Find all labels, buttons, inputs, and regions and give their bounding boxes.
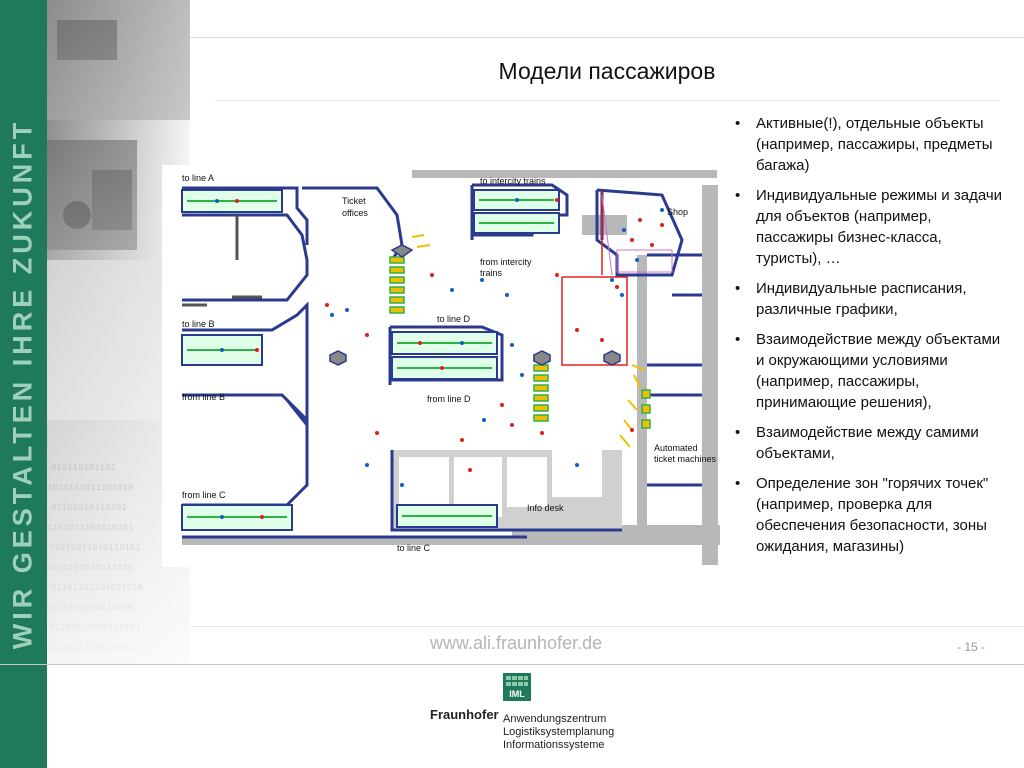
fraunhofer-brand: Fraunhofer [430,707,499,722]
label-to-intercity: to intercity trains [480,176,546,186]
bullet-text: Индивидуальные режимы и задачи для объектов (например, пассажиры бизнес-класса, туристы), … [756,187,1003,267]
label-to-line-c: to line C [397,543,431,553]
label-shop: Shop [667,207,689,217]
iml-logo-icon [503,673,531,701]
website-url[interactable]: www.ali.fraunhofer.de [430,633,603,653]
footer-divider [0,664,1024,665]
bullet-item [733,278,1005,320]
label-to-line-b: to line B [182,319,215,329]
label-to-line-d: to line D [437,314,471,324]
label-from-line-d: from line D [427,394,471,404]
bullet-text: Индивидуальные расписания, различные графики, [756,280,967,318]
bullet-symbol: • [735,280,741,297]
bullet-text: Взаимодействие между объектами и окружающими условиями (например, пассажиры, принимающие решения), [756,331,1001,411]
bullet-symbol: • [735,475,741,492]
bullet-symbol: • [735,424,741,441]
bullet-symbol: • [735,115,741,132]
page-number: - 15 - [957,640,986,654]
station-floorplan [162,165,720,567]
label-from-intercity-2: trains [480,268,503,278]
bullet-item [733,422,1005,464]
label-from-line-b: from line B [182,392,226,402]
bullet-item [733,185,1005,269]
institute-line-1: Anwendungszentrum [503,713,607,725]
bullet-symbol: • [735,187,741,204]
title-divider [215,100,1000,101]
institute-line-2: Logistiksystemplanung [503,726,615,738]
bullet-item [733,113,1005,176]
bullet-list [733,113,1005,566]
bullet-item [733,329,1005,413]
label-automated-2: ticket machines [654,454,717,464]
bullet-text: Взаимодействие между самими объектами, [756,424,979,462]
label-ticket-offices-1: Ticket [342,196,366,206]
institute-line-3: Informationssysteme [503,739,605,751]
label-to-line-a: to line A [182,173,215,183]
label-ticket-offices-2: offices [342,208,368,218]
bottom-divider [190,626,1024,627]
top-divider [190,37,1024,38]
bullet-text: Активные(!), отдельные объекты (например, пассажиры, предметы багажа) [756,115,993,174]
label-from-intercity-1: from intercity [480,257,532,267]
label-info-desk: Info desk [527,503,564,513]
bullet-symbol: • [735,331,741,348]
iml-logo-text: IML [509,689,525,699]
label-automated-1: Automated [654,443,698,453]
bullet-text: Определение зон "горячих точек" (например, проверка для обеспечения безопасности, зоны ожидания, магазины) [756,475,989,555]
slide-title: Модели пассажиров [498,58,716,84]
vertical-slogan: WIR GESTALTEN IHRE ZUKUNFT [7,118,38,650]
green-side-strip [0,0,47,768]
label-from-line-c: from line C [182,490,226,500]
bullet-item [733,473,1005,557]
